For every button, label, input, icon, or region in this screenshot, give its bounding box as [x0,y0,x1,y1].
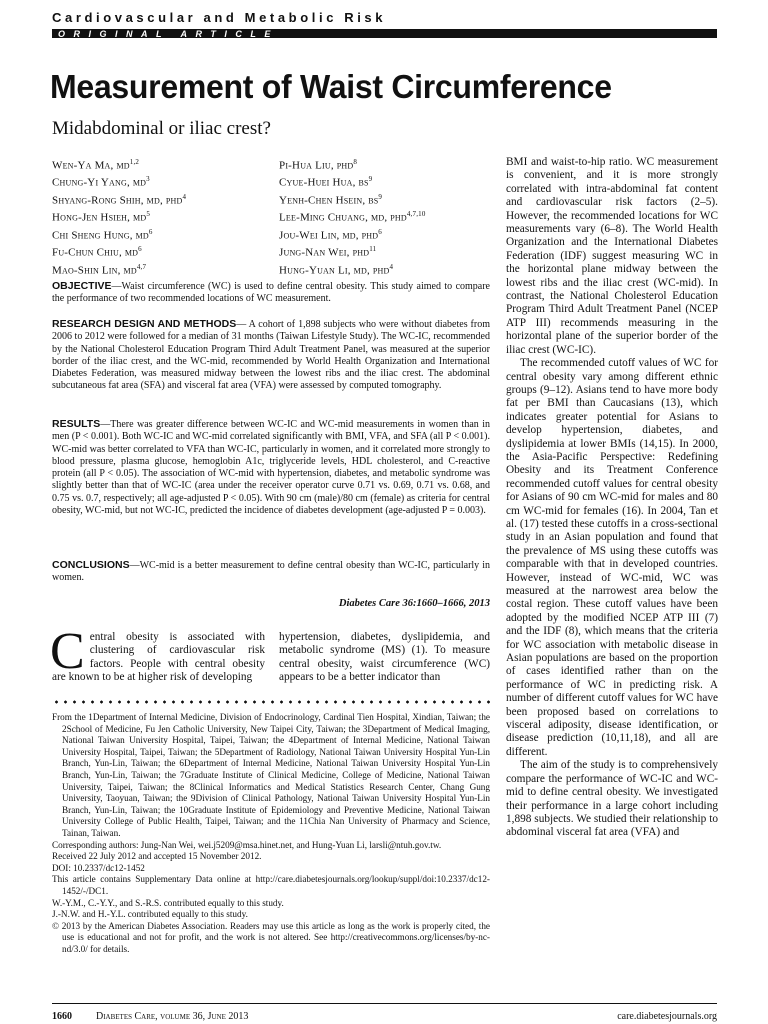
abstract-objective-text: —Waist circumference (WC) is used to define central obesity. This study aimed to compare the performance of two recommended locations of WC measurement. [52,281,490,305]
author-entry [279,261,426,278]
footer-rule [52,1003,717,1004]
corresponding-authors: Corresponding authors: Jung-Nan Wei, wei.j5209@msa.hinet.net, and Hung-Yuan Li, larsli@ntuh.gov.tw. [52,839,442,850]
author-degree: , md, phd [336,229,379,242]
copyright: © 2013 by the American Diabetes Association. Readers may use this article as long as the work is properly cited, the use is educational and not for profit, and the work is not altered. See http://creativecommons.org/licenses/by-nc-nd/3.0/ for details. [52,920,490,954]
author-degree: , md, phd [347,264,390,277]
body-paragraph-2: The recommended cutoff values of WC for central obesity vary among different ethnic groups (9–12). Asians tend to have more body fat per BMI than Caucasians (13), which indicates greater potential for Asians to develop hypertension, diabetes, and dyslipidemia at lower BMIs (14,15). In 2000, the Asia-Pacific Perspective: Redefining Obesity and its Treatment Conference recommended cutoff values for central obesity for Asians of 90 cm WC-mid for males and 80 cm WC-mid for females (16). In 2004, Tan et al. (17) tested these cutoffs in a cross-sectional study in an Asian population and found that the prevalence of MS using these cutoffs was comparable with that in developed countries. However, instead of WC-mid, WC was measured at the narrowest area below the costal region. These cutoff values have been adopted by the modified NCEP ATP III (7) and the IDF (8), which means that the criteria for WC association with metabolic disease in Asian populations are based on the proportion of cases identified rather than on the performance of WC in predicting risk. A number of different cutoff values for WC have been proposed based on correlations to visceral adiposity, disease identification, or disease prediction (10,11,18), and all are different. [506,357,718,758]
author-affiliation: 6 [138,245,142,254]
author-affiliation: 11 [369,245,377,254]
section-header: Cardiovascular and Metabolic Risk [52,10,387,25]
abstract-results-label: RESULTS [52,418,101,430]
author-name: Jung-Nan Wei [279,246,347,259]
drop-cap: C [50,623,85,680]
author-affiliation: 6 [148,227,153,236]
author-affiliation: 4,7,10 [406,210,426,219]
citation-journal: Diabetes Care [338,598,400,609]
abstract-design-text: — A cohort of 1,898 subjects who were without diabetes from 2006 to 2012 were followed for a median of 31 months (Taiwan Lifestyle Study). The WC-IC, recommended by the National Cholesterol Education Program Third Adult Treatment Panel, was measured at the superior border of the iliac crest, and the WC-mid, recommended by World Health Organization and International Diabetes Federation, was measured midway between the lowest ribs and the iliac crest. The abdominal subcutaneous fat area (SFA) and visceral fat area (VFA) were assessed by computed tomography. [52,319,490,392]
author-entry [279,208,426,225]
intro-column-left [50,623,265,685]
supplementary-data: This article contains Supplementary Data online at http://care.diabetesjournals.org/lookup/suppl/doi:10.2337/dc12-1452/-/DC1. [52,874,490,896]
author-entry [52,261,186,278]
author-entry [279,173,426,190]
author-degree: , bs [362,194,379,207]
author-name: Hong-Jen Hsieh [52,212,128,225]
author-degree: , md [126,177,147,190]
author-name: Cyue-Huei Hua [279,177,353,190]
author-entry [52,156,186,173]
abstract-design [52,318,490,393]
author-name: Chung-Yi Yang [52,177,127,190]
abstract-objective-label: OBJECTIVE [52,280,112,292]
journal-citation [52,598,490,609]
footnotes [52,712,490,955]
author-affiliation: 3 [146,175,150,184]
author-name: Jou-Wei Lin [279,229,337,242]
abstract-conclusions-text: —WC-mid is a better measurement to define central obesity than WC-IC, particularly in women. [52,560,490,584]
abstract-objective [52,280,490,306]
author-entry [52,173,186,190]
footer-url[interactable]: care.diabetesjournals.org [617,1011,717,1022]
body-column-right [506,156,718,840]
author-name: Pi-Hua Liu [279,159,331,172]
author-affiliation: 9 [368,175,373,184]
author-affiliation: 6 [378,227,382,236]
author-name: Fu-Chun Chiu [52,246,119,259]
author-degree: , phd [346,246,370,259]
author-degree: , md, phd [365,212,407,225]
author-affiliation: 4 [389,262,394,271]
page-number: 1660 [52,1011,72,1022]
abstract-conclusions [52,559,490,585]
author-entry [52,243,186,260]
footer-journal: Diabetes Care, volume 36, June 2013 [96,1011,249,1022]
author-affiliation: 4 [182,192,187,201]
author-list-right [279,156,426,278]
author-degree: , md [118,246,139,259]
author-name: Wen-Ya Ma [52,159,111,172]
abstract-design-label: RESEARCH DESIGN AND METHODS [52,318,237,330]
author-entry [279,226,426,243]
author-affiliation: 9 [378,192,383,201]
author-degree: , bs [352,177,369,190]
author-entry [279,191,426,208]
author-entry [279,243,426,260]
author-name: Lee-Ming Chuang [279,212,366,225]
citation-volume: 36:1660–1666, 2013 [399,598,490,609]
author-degree: , md [117,264,137,277]
author-name: Mao-Shin Lin [52,264,118,277]
author-entry [52,191,186,208]
author-degree: , phd [330,159,354,172]
author-entry [279,156,426,173]
author-name: Hung-Yuan Li [279,264,348,277]
intro-text-left: entral obesity is associated with clustering of cardiovascular risk factors. People with central obesity are known to be at higher risk of developing [52,631,265,684]
abstract-conclusions-label: CONCLUSIONS [52,559,130,571]
dotted-divider [52,700,490,704]
author-name: Shyang-Rong Shih [52,194,141,207]
author-list-left [52,156,186,278]
author-degree: , md [127,212,147,225]
author-affiliation: 5 [146,210,151,219]
abstract-results-text: —There was greater difference between WC-IC and WC-mid measurements in women than in men (P < 0.001). Both WC-IC and WC-mid correlated significantly with BMI, VFA, and SFA (all P < 0.001). WC-mid was better correlated to VFA than WC-IC, particularly in women, and it correlated more strongly to blood pressure, plasma glucose, hemoglobin A1c, triglyceride levels, HDL cholesterol, and C-reactive protein (all P < 0.05). The association of WC-mid with hypertension, diabetes, and metabolic syndrome was slightly better than that of WC-IC (area under the receiver operator curve 0.71 vs. 0.69, 0.71 vs. 0.68, and 0.75 vs. 0.7, respectively; all age-adjusted P < 0.05). With 90 cm (male)/80 cm (female) as criteria for central obesity, WC-mid, but not WC-IC, predicted the incidence of diabetes development (age-adjusted P = 0.003). [52,419,490,517]
equal-contribution-2: J.-N.W. and H.-Y.L. contributed equally to this study. [52,909,248,920]
author-affiliation: 1,2 [129,158,140,166]
author-entry [52,208,186,225]
article-subtitle: Midabdominal or iliac crest? [52,118,271,139]
article-type-label: ORIGINAL ARTICLE [58,28,279,39]
equal-contribution-1: W.-Y.M., C.-Y.Y., and S.-R.S. contributed equally to this study. [52,897,284,908]
author-name: Chi Sheng Hung [52,229,130,242]
received-date: Received 22 July 2012 and accepted 15 November 2012. [52,851,262,862]
article-title: Measurement of Waist Circumference [50,68,612,105]
author-affiliation: 4,7 [136,262,147,271]
body-paragraph-3: The aim of the study is to comprehensively compare the performance of WC-IC and WC-mid to define central obesity. We investigated their performance in a large cohort including 1,898 subjects. We studied their relationship to abdominal visceral fat area (VFA) and [506,759,718,839]
author-name: Yenh-Chen Hsein [279,194,363,207]
author-affiliation: 8 [353,158,358,166]
author-entry [52,226,186,243]
affiliations: From the 1Department of Internal Medicine, Division of Endocrinology, Cardinal Tien Hospital, Xindian, Taiwan; the 2School of Medicine, Fu Jen Catholic University, New Taipei City, Taiwan; the 3Department of Medical Imaging, National Taiwan University Hospital, Taipei, Taiwan; the 4Department of Internal Medicine, National Taiwan University Hospital, Taipei, Taiwan; the 5Department of Radiology, National Taiwan University Hospital Yun-Lin Branch, Yun-Lin, Taiwan; the 6Department of Internal Medicine, National Taiwan University Hospital Yun-Lin Branch, Yun-Lin, Taiwan; the 7Graduate Institute of Clinical Medicine, College of Medicine, National Taiwan University, Taipei, Taiwan; the 8Clinical Informatics and Medical Statistics Research Center, Chang Gung University, Taoyuan, Taiwan; the 9Division of Clinical Pathology, National Taiwan University Hospital Yun-Lin Branch, Yun-Lin, Taiwan; the 10Graduate Institute of Epidemiology and Preventive Medicine, National Taiwan University College of Public Health, Taipei, Taiwan; and the 11Chia Nan University of Pharmacy and Science, Tainan, Taiwan. [52,712,490,838]
intro-column-right: hypertension, diabetes, dyslipidemia, and metabolic syndrome (MS) (1). To measure central obesity, waist circumference (WC) appears to be a better indicator than [279,631,490,684]
author-degree: , md [110,159,130,172]
abstract-results [52,418,490,517]
author-degree: , md, phd [140,194,183,207]
body-paragraph-1: BMI and waist-to-hip ratio. WC measurement is convenient, and it is more strongly correlated with intra-abdominal fat content and cardiovascular risk factors (2–5). However, the recommended locations for WC measurements vary (6–8). The World Health Organization and the International Diabetes Federation (IDF) suggest measuring WC in the horizontal plane midway between the lowest ribs and the iliac crest (WC-mid). In contrast, the National Cholesterol Education Program Third Adult Treatment Panel (NCEP ATP III) recommends measuring in the horizontal plane of the superior border of the iliac crest (WC-IC). [506,156,718,356]
author-degree: , md [129,229,149,242]
doi: DOI: 10.2337/dc12-1452 [52,862,145,873]
